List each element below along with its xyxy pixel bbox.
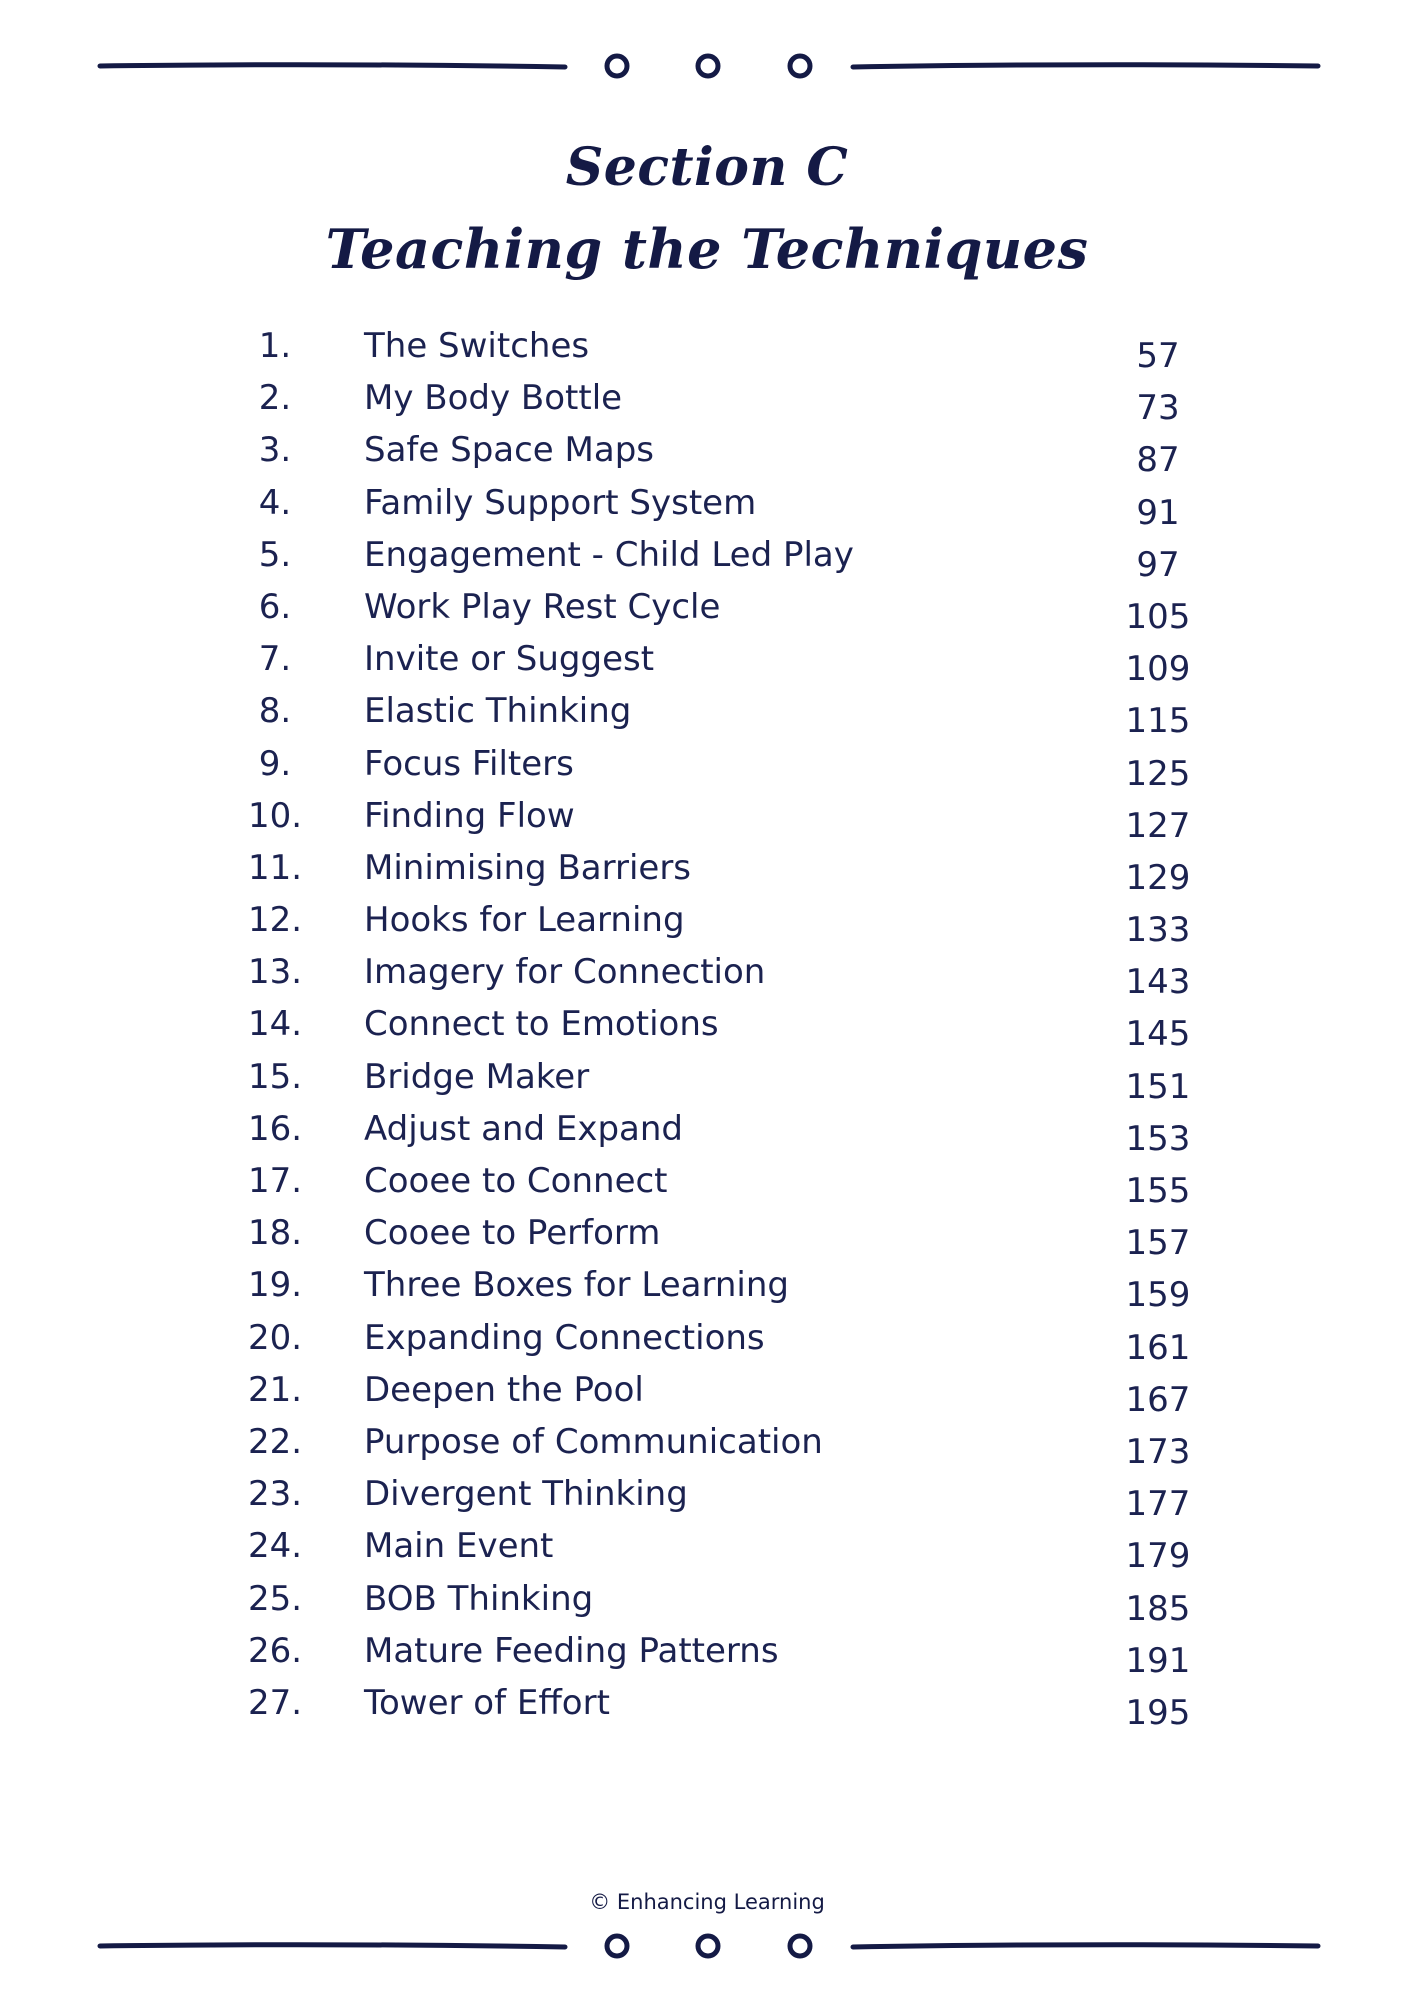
toc-entry: [0, 1259, 1414, 1316]
toc-entry-number: 27.: [247, 1682, 303, 1723]
page-title: Teaching the Techniques: [325, 217, 1089, 281]
toc-entry: [0, 529, 1414, 585]
toc-entry-number: 19.: [247, 1265, 303, 1306]
toc-entry-title: BOB Thinking: [364, 1578, 594, 1619]
toc-entry: [0, 894, 1414, 951]
toc-entry-page: 151: [1125, 1066, 1191, 1107]
toc-entry-page: 177: [1125, 1484, 1191, 1525]
toc-entry: [0, 424, 1414, 481]
toc-entry: [0, 320, 1414, 376]
toc-entry-title: Finding Flow: [364, 795, 575, 836]
toc-entry-page: 87: [1136, 440, 1180, 481]
toc-entry-number: 24.: [247, 1526, 303, 1567]
toc-entry-page: 173: [1125, 1431, 1191, 1472]
toc-entry-page: 129: [1125, 857, 1191, 898]
toc-entry-title: Cooee to Connect: [364, 1161, 668, 1201]
toc-entry: [0, 842, 1414, 898]
toc-entry-number: 22.: [247, 1421, 303, 1462]
toc-entry-title: Adjust and Expand: [364, 1108, 684, 1149]
toc-entry: [0, 1468, 1414, 1525]
toc-entry-number: 20.: [247, 1317, 303, 1358]
toc-entry-title: Invite or Suggest: [364, 639, 655, 680]
toc-entry-number: 3.: [258, 430, 292, 471]
toc-entry-page: 115: [1125, 701, 1191, 742]
toc-entry: [0, 685, 1414, 742]
page-header: [0, 128, 1414, 290]
toc-entry-number: 12.: [247, 900, 303, 941]
toc-entry-page: 185: [1125, 1588, 1191, 1629]
toc-entry-page: 145: [1125, 1014, 1191, 1055]
toc-entry: [0, 1416, 1414, 1472]
toc-entry: [0, 1625, 1414, 1681]
toc-entry: [0, 1364, 1414, 1420]
toc-entry-page: 73: [1136, 388, 1180, 429]
toc-entry-title: Family Support System: [364, 482, 757, 523]
toc-entry-title: Connect to Emotions: [364, 1004, 719, 1045]
toc-entry: [0, 1573, 1414, 1629]
toc-entry-number: 21.: [247, 1369, 303, 1410]
toc-entry-title: Deepen the Pool: [364, 1369, 644, 1410]
toc-entry-page: 161: [1125, 1327, 1191, 1368]
toc-entry-title: Tower of Effort: [364, 1682, 610, 1723]
toc-entry-title: Three Boxes for Learning: [364, 1265, 789, 1306]
toc-entry-title: Focus Filters: [364, 743, 574, 784]
toc-entry-page: 179: [1125, 1536, 1191, 1577]
toc-entry: [0, 372, 1414, 429]
toc-entry-number: 10.: [247, 795, 303, 836]
toc-entry-title: Hooks for Learning: [364, 900, 685, 941]
toc-entry-number: 23.: [247, 1474, 303, 1515]
toc-entry-page: 157: [1125, 1223, 1191, 1264]
toc-entry-number: 5.: [258, 534, 292, 575]
toc-entry: [0, 581, 1414, 637]
toc-entry-number: 9.: [258, 743, 292, 784]
toc-entry-title: Work Play Rest Cycle: [364, 586, 721, 627]
toc-entry-title: Minimising Barriers: [364, 847, 692, 888]
toc-entry-page: 133: [1125, 910, 1191, 951]
toc-entry-title: Cooee to Perform: [364, 1213, 661, 1254]
toc-entry-number: 4.: [258, 482, 292, 523]
toc-entry-page: 153: [1125, 1118, 1191, 1159]
toc-entry: [0, 1207, 1414, 1264]
toc-entry-number: 6.: [258, 586, 292, 627]
toc-entry: [0, 633, 1414, 690]
copyright-footer: © Enhancing Learning: [589, 1890, 825, 1914]
toc-entry: [0, 946, 1414, 1003]
toc-entry-number: 1.: [258, 326, 292, 366]
toc-entry: [0, 790, 1414, 846]
toc-entry-title: The Switches: [364, 326, 590, 366]
toc-entry-number: 2.: [258, 378, 292, 419]
toc-entry: [0, 738, 1414, 794]
toc-entry-page: 159: [1125, 1275, 1191, 1316]
toc-entry-page: 127: [1125, 805, 1191, 846]
toc-entry-number: 13.: [247, 952, 303, 993]
toc-entry: [0, 998, 1414, 1055]
toc-entry-title: Bridge Maker: [364, 1056, 590, 1097]
toc-entry: [0, 1312, 1414, 1368]
table-of-contents: [0, 320, 1414, 1733]
toc-entry-title: Purpose of Communication: [364, 1421, 823, 1462]
toc-entry-title: Imagery for Connection: [364, 952, 766, 993]
toc-entry-title: Divergent Thinking: [364, 1474, 688, 1515]
toc-entry-page: 125: [1125, 753, 1191, 794]
toc-entry-page: 91: [1136, 492, 1180, 533]
toc-entry-number: 15.: [247, 1056, 303, 1097]
toc-entry: [0, 1155, 1414, 1211]
toc-entry: [0, 1677, 1414, 1733]
toc-entry-page: 109: [1125, 649, 1191, 690]
toc-entry-page: 97: [1136, 544, 1180, 585]
toc-entry-title: Mature Feeding Patterns: [364, 1630, 779, 1671]
toc-entry-title: Elastic Thinking: [364, 691, 632, 732]
toc-entry-title: Expanding Connections: [364, 1317, 765, 1358]
toc-entry: [0, 1051, 1414, 1107]
toc-entry: [0, 477, 1414, 533]
toc-entry-page: 105: [1125, 596, 1191, 637]
toc-entry-title: My Body Bottle: [364, 378, 623, 419]
toc-entry-number: 16.: [247, 1108, 303, 1149]
toc-entry-title: Engagement - Child Led Play: [364, 534, 854, 575]
toc-entry-number: 26.: [247, 1630, 303, 1671]
toc-entry-title: Main Event: [364, 1526, 554, 1567]
toc-entry-number: 11.: [247, 847, 303, 888]
toc-entry-page: 167: [1125, 1379, 1191, 1420]
toc-entry-page: 191: [1125, 1640, 1191, 1681]
toc-entry-number: 25.: [247, 1578, 303, 1619]
section-label: Section C: [565, 137, 849, 198]
toc-entry-page: 57: [1136, 336, 1180, 376]
toc-entry-number: 18.: [247, 1213, 303, 1254]
toc-entry-page: 143: [1125, 962, 1191, 1003]
toc-entry-number: 17.: [247, 1161, 303, 1201]
toc-entry-number: 8.: [258, 691, 292, 732]
toc-entry-page: 195: [1125, 1692, 1191, 1733]
toc-entry: [0, 1103, 1414, 1159]
toc-entry: [0, 1520, 1414, 1577]
top-ornament-divider: [0, 46, 1414, 86]
toc-entry-number: 7.: [258, 639, 292, 680]
bottom-ornament-divider: [0, 1926, 1414, 1966]
toc-entry-page: 155: [1125, 1171, 1191, 1211]
toc-entry-number: 14.: [247, 1004, 303, 1045]
toc-entry-title: Safe Space Maps: [364, 430, 654, 471]
